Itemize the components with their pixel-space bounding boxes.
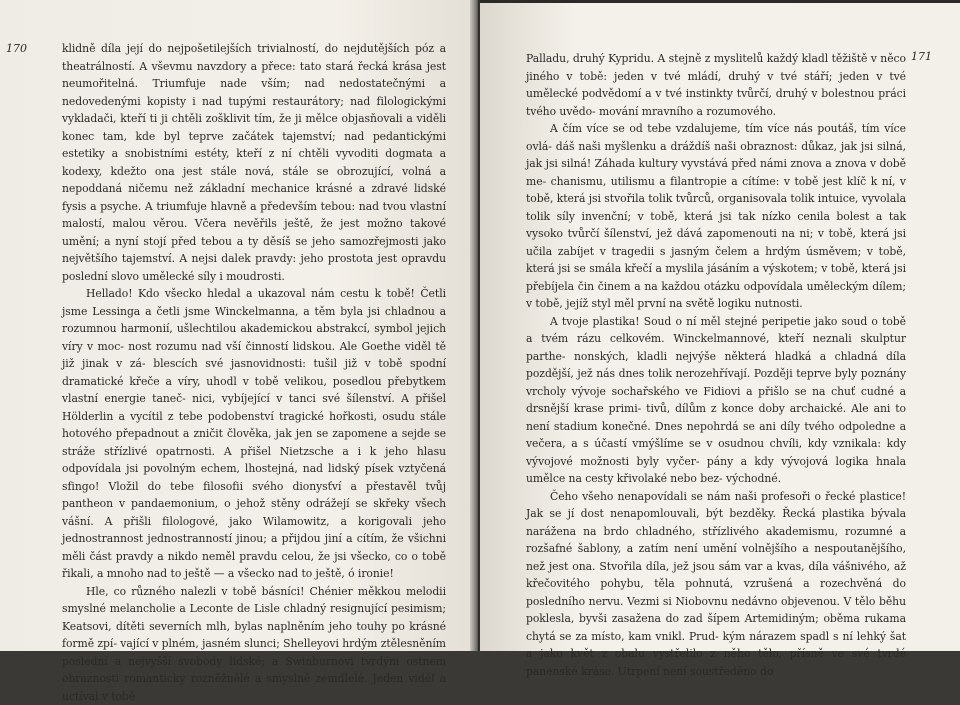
left-page-text xyxy=(62,40,446,705)
page-number-right: 171 xyxy=(911,50,932,63)
paragraph: Hle, co různého nalezli v tobě básníci! Chénier měkkou melodii smyslné melancholie a Leconte de Lisle chladný resignující pesimism; Keatsovi, dítěti severních mlh, bylas naplněním jeho touhy po krásné formě zpí- vající v plném, jasném slunci; Shelleyovi hrdým ztělesněním poslední a nejvyšší svobody lidské; a Swinburnovi tvrdým ostnem obraznosti romanticky rozněžnělé a smyslně zemdlelé. Jeden viděl a uctíval v tobě xyxy=(62,583,446,705)
right-page xyxy=(480,0,960,651)
paragraph: A čím více se od tebe vzdalujeme, tím více nás poutáš, tím více ovlá- dáš naši myšlenku a dráždíš naši obraznost: důkaz, jak jsi silná, jak jsi silná! Záhada kultury vyvstává před námi znova a znova v době me- chanismu, utilismu a filantropie a cítíme: v tobě jest klíč k ní, v tobě, která jsi stvořila tolik tvůrců, organisovala tolik intuice, vyvolala tolik síly invenční; v tobě, která jsi tak nízko cenila bolest a tak vysoko tvůrčí šílenství, jež dává zapomenouti na ni; v tobě, která jsi učila zabíjet v tragedii s jasným čelem a hrdým úsměvem; v tobě, která jsi se smála křečí a myslila jásáním a výskotem; v tobě, která jsi přebíjela čin činem a na každou otázku odpovídala uměleckým dílem; v tobě, jejíž styl měl první na světě logiku nutnosti. xyxy=(526,120,906,313)
page-number-left: 170 xyxy=(6,42,27,55)
paragraph: Hellado! Kdo všecko hledal a ukazoval nám cestu k tobě! Četli jsme Lessinga a četli jsme Winckelmanna, a těm byla jsi chladnou a rozumnou harmonií, ušlechtilou akademickou abstrakcí, symbol jejich víry v moc- nost rozumu nad vší činností lidskou. Ale Goethe viděl tě již jinak v zá- blescích své jasnovidnosti: tušil již v tobě spodní dramatické křeče a víry, uhodl v tobě velikou, posedlou přebytkem vlastní energie taneč- nici, vybíjející v tanci své šílenství. A přišel Hölderlin a vycítil z tebe podobenství tragické hořkosti, osudu stále hotového přepadnout a zničit člověka, jak jen se zapomene a sejde se stráže střízlivé opatrnosti. A přišel Nietzsche a i k jeho hlasu odpovídala jsi povolným echem, lhostejná, nad lidský písek vztyčená sfingo! Vložil do tebe filosofii svého dionysťví a přestavěl tvůj pantheon v pandaemonium, o jehož stěny odrážejí se skřeky všech vášní. A přišli filologové, jako Wilamowitz, a korigovali jeho jednostrannost jednostranností jinou; a přijdou jiní a cítím, že všichni měli část pravdy a nikdo neměl pravdu celou, že jsi všecko, co o tobě řikali, a mnoho nad to ještě — a všecko nad to ještě, ó ironie! xyxy=(62,285,446,583)
paragraph: A tvoje plastika! Soud o ní měl stejné peripetie jako soud o tobě a tvém rázu celkovém. Winckelmannové, kteří neznali skulptur parthe- nonských, kladli nejvýše některá hladká a chladná díla pozdější, jež nás dnes tolik nerozehřívají. Později teprve byly poznány vrcholy vývoje sochařského ve Fidiovi a přišlo se na chuť cudné a drsnější krase primi- tivů, dílům z konce doby archaické. Ale ani to není stadium konečné. Dnes nepohrdá se ani díly tvého odpoledne a večera, a s účastí vmýšlíme se v osudnou chvíli, kdy vznikala: kdy vývojové možnosti byly vyčer- pány a kdy vývojová logika hnala umělce na cesty křivolaké nebo bez- východné. xyxy=(526,313,906,488)
paragraph: klidně díla její do nejpošetilejších trivialností, do nejdutějších póz a theatrálností. A vševmu navzdory a přece: tato stará řecká krása jest neumořitelná. Triumfuje nade vším; nad nedostatečnými a nedovedenými kopisty i nad tupými restaurátory; nad filologickými vykladači, kteří ti ji chtěli zošklivit tím, že ji mělce objasňovali a viděli konec tam, kde byl teprve začátek tajemství; nad pedantickými estetiky a snobistními estéty, kteří z ní chtěli vyvoditi dogmata a kodexy, kdežto ona jest stále nová, stále se obrozující, volná a nepoddaná ničemu než základní mechanice krásné a zdravé lidské fysis a psyche. A triumfuje hlavně a především tebou: nad tvou vlastní malostí, malou věrou. Včera nevěřils ještě, že jest možno takové umění; a nyní stojí před tebou a ty děsíš se jeho samozřejmosti jako největšího tajemství. A nejsi dalek pravdy: jeho prostota jest opravdu poslední slovo umělecké síly i moudrosti. xyxy=(62,40,446,285)
left-page xyxy=(0,0,478,651)
paragraph: Čeho všeho nenapovídali se nám naši profesoři o řecké plastice! Jak se jí dost nenapomlouvali, být bezděky. Řecká plastika bývala narážena na brdo chladného, střízlivého akademismu, rozumné a rozšafné šablony, a zatím není umění volnějšího a nespoutanějšího, než jest ona. Stvořila díla, jež jsou sám var a kvas, díla vášnivého, až křečovitého pohybu, těla pohnutá, vzrušená a rozechvěná do posledního nervu. Vezmi si Niobovnu nedávno objevenou. V tělo běhu poklesla, byvši zasažena do zad šípem Artemidiným; oběma rukama chytá se za místo, kam vnikl. Prud- kým nárazem spadl s ní lehký šat a jako květ z obalu vystřelilo z něho tělo, přísně ve své tvrdé panenské kráse. Utrpení není soustředěno do xyxy=(526,488,906,681)
paragraph: Palladu, druhý Kypridu. A stejně z myslitelů každý kladl těžiště v něco jiného v tobě: jeden v tvé mládí, druhý v tvé stáří; jeden v tvé umělecké podvědomí a v tvé instinkty tvůrčí, druhý v bolestnou práci tvého uvědo- mování mravního a rozumového. xyxy=(526,50,906,120)
right-page-text xyxy=(526,50,906,680)
